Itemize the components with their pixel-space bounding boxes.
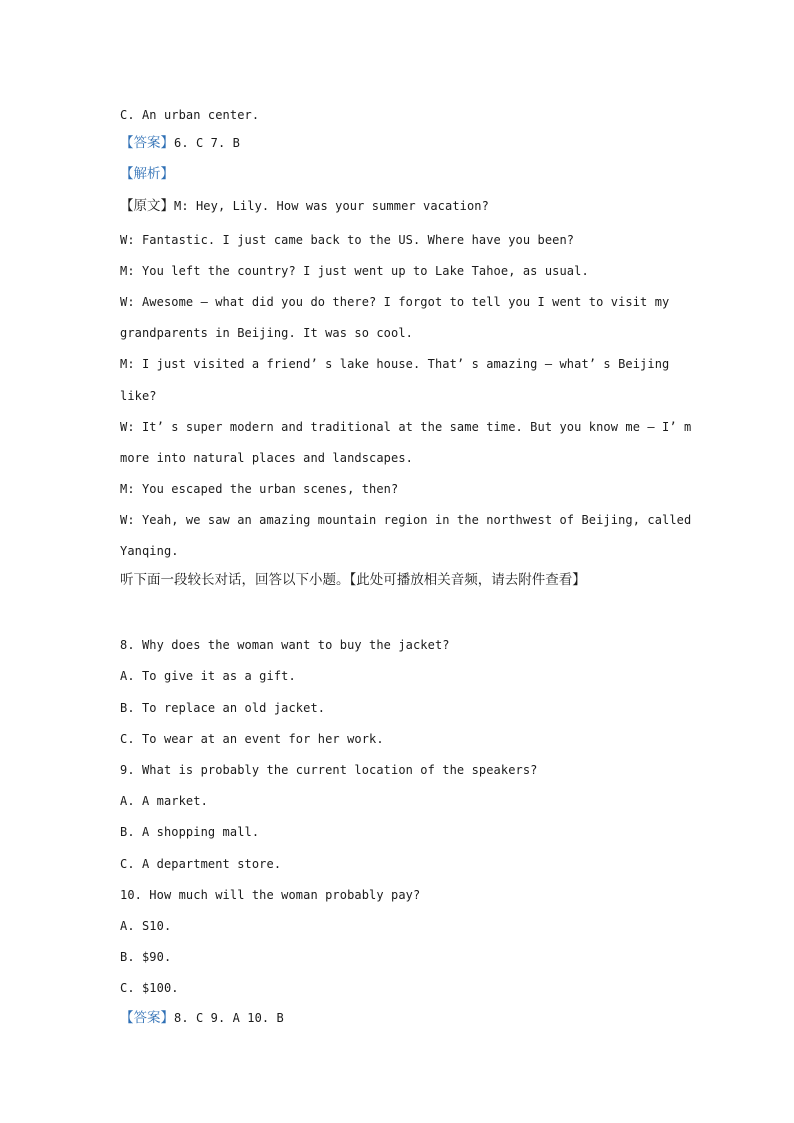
- option-b-q9: B. A shopping mall.: [120, 825, 260, 839]
- question-9: 9. What is probably the current location of the speakers?: [120, 763, 538, 777]
- analysis-tag: 【解析】: [120, 166, 174, 182]
- option-c-q10: C. $100.: [120, 981, 179, 995]
- transcript-line: Yanqing.: [120, 544, 179, 558]
- analysis-line: [120, 166, 680, 182]
- answer-tag: 【答案】: [120, 1010, 174, 1026]
- option-a-q10: A. S10.: [120, 919, 172, 933]
- option-a-q8: A. To give it as a gift.: [120, 669, 296, 683]
- option-b-q10: B. $90.: [120, 950, 172, 964]
- transcript-first: M: Hey, Lily. How was your summer vacation?: [174, 199, 489, 213]
- transcript-line: W: Yeah, we saw an amazing mountain region in the northwest of Beijing, called: [120, 513, 692, 527]
- answer-text: 8. C 9. A 10. B: [174, 1011, 284, 1025]
- transcript-line: more into natural places and landscapes.: [120, 451, 413, 465]
- transcript-line: W: Awesome — what did you do there? I forgot to tell you I went to visit my: [120, 295, 670, 309]
- answer-line-2: [120, 1010, 680, 1026]
- question-10: 10. How much will the woman probably pay?: [120, 888, 421, 902]
- option-c-q8: C. To wear at an event for her work.: [120, 732, 384, 746]
- transcript-line: W: Fantastic. I just came back to the US. Where have you been?: [120, 233, 575, 247]
- option-c-q7: C. An urban center.: [120, 108, 260, 122]
- transcript-line: W: It’ s super modern and traditional at the same time. But you know me — I’ m: [120, 420, 692, 434]
- option-a-q9: A. A market.: [120, 794, 208, 808]
- transcript-line: M: You left the country? I just went up to Lake Tahoe, as usual.: [120, 264, 589, 278]
- transcript-line: M: I just visited a friend’ s lake house. That’ s amazing — what’ s Beijing: [120, 357, 670, 371]
- transcript-line: M: You escaped the urban scenes, then?: [120, 482, 399, 496]
- option-c-q9: C. A department store.: [120, 857, 282, 871]
- answer-tag: 【答案】: [120, 135, 174, 151]
- transcript-first-line: [120, 198, 680, 214]
- transcript-line: grandparents in Beijing. It was so cool.: [120, 326, 413, 340]
- transcript-line: like?: [120, 389, 157, 403]
- answer-line-1: [120, 135, 680, 151]
- transcript-tag: 【原文】: [120, 198, 174, 214]
- question-8: 8. Why does the woman want to buy the jacket?: [120, 638, 450, 652]
- listening-instruction: 听下面一段较长对话，回答以下小题。【此处可播放相关音频，请去附件查看】: [120, 572, 586, 588]
- option-b-q8: B. To replace an old jacket.: [120, 701, 326, 715]
- answer-text: 6. C 7. B: [174, 136, 240, 150]
